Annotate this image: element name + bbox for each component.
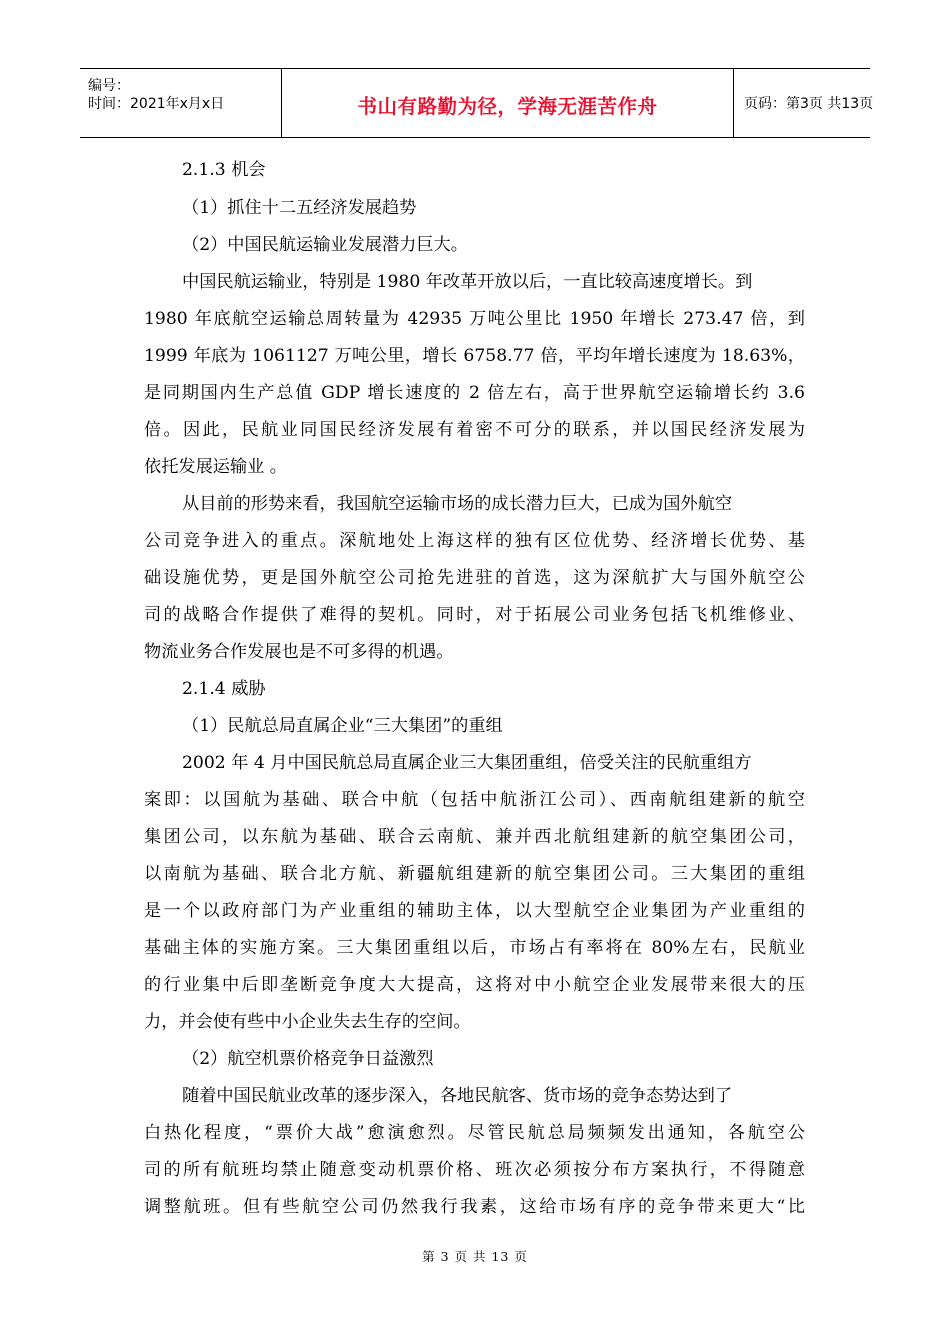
page-info: 页码：第3页 共13页 [744, 96, 874, 112]
paragraph-line: 司的所有航班均禁止随意变动机票价格、班次必须按分布方案执行，不得随意 [144, 1160, 805, 1180]
paragraph-line: 调整航班。但有些航空公司仍然我行我素，这给市场有序的竞争带来更大“比 [144, 1197, 805, 1217]
list-item: （2）中国民航运输业发展潜力巨大。 [182, 235, 468, 255]
paragraph-line: 物流业务合作发展也是不可多得的机遇。 [144, 642, 454, 662]
paragraph-line: 基础主体的实施方案。三大集团重组以后，市场占有率将在 80%左右，民航业 [144, 938, 805, 958]
list-item: （1）民航总局直属企业“三大集团”的重组 [182, 716, 503, 736]
motto-text: 书山有路勤为径，学海无涯苦作舟 [357, 95, 658, 118]
paragraph-line: 倍。因此，民航业同国民经济发展有着密不可分的联系，并以国民经济发展为 [144, 420, 805, 440]
date-line: 时间：2021年x月x日 [88, 96, 225, 112]
paragraph-line: 案即：以国航为基础、联合中航（包括中航浙江公司）、西南航组建新的航空 [144, 790, 805, 810]
paragraph-line: 以南航为基础、联合北方航、新疆航组建新的航空集团公司。三大集团的重组 [144, 864, 805, 884]
paragraph-line: 的行业集中后即垄断竞争度大大提高，这将对中小航空企业发展带来很大的压 [144, 975, 805, 995]
paragraph-line: 司的战略合作提供了难得的契机。同时，对于拓展公司业务包括飞机维修业、 [144, 605, 805, 625]
header-motto-cell [282, 69, 734, 137]
paragraph-line: 是同期国内生产总值 GDP 增长速度的 2 倍左右，高于世界航空运输增长约 3.6 [144, 383, 805, 403]
list-item: （2）航空机票价格竞争日益激烈 [182, 1049, 434, 1069]
paragraph-line: 力，并会使有些中小企业失去生存的空间。 [144, 1012, 471, 1032]
page-footer: 第 3 页 共 13 页 [422, 1249, 528, 1264]
paragraph-line: 从目前的形势来看，我国航空运输市场的成长潜力巨大，已成为国外航空 [182, 494, 733, 514]
page-header [80, 68, 874, 138]
paragraph-line: 依托发展运输业 。 [144, 457, 287, 477]
header-left-cell [80, 69, 282, 137]
paragraph-line: 中国民航运输业，特别是 1980 年改革开放以后，一直比较高速度增长。到 [182, 272, 753, 292]
header-page-cell [734, 69, 874, 137]
paragraph-line: 公司竞争进入的重点。深航地处上海这样的独有区位优势、经济增长优势、基 [144, 531, 805, 551]
paragraph-line: 础设施优势，更是国外航空公司抢先进驻的首选，这为深航扩大与国外航空公 [144, 568, 805, 588]
paragraph-line: 1999 年底为 1061127 万吨公里，增长 6758.77 倍，平均年增长速度为 18.63%， [144, 346, 805, 366]
number-label: 编号： [88, 78, 130, 94]
paragraph-line: 集团公司，以东航为基础、联合云南航、兼并西北航组建新的航空集团公司， [144, 827, 805, 847]
paragraph-line: 2002 年 4 月中国民航总局直属企业三大集团重组，倍受关注的民航重组方 [182, 753, 752, 773]
section-heading: 2.1.3 机会 [182, 160, 266, 180]
paragraph-line: 1980 年底航空运输总周转量为 42935 万吨公里比 1950 年增长 273.47 倍，到 [144, 309, 805, 329]
section-heading: 2.1.4 威胁 [182, 679, 266, 699]
paragraph-line: 随着中国民航业改革的逐步深入，各地民航客、货市场的竞争态势达到了 [182, 1086, 733, 1106]
list-item: （1）抓住十二五经济发展趋势 [182, 198, 417, 218]
paragraph-line: 是一个以政府部门为产业重组的辅助主体，以大型航空企业集团为产业重组的 [144, 901, 805, 921]
paragraph-line: 白热化程度，“票价大战”愈演愈烈。尽管民航总局频频发出通知，各航空公 [144, 1123, 805, 1143]
